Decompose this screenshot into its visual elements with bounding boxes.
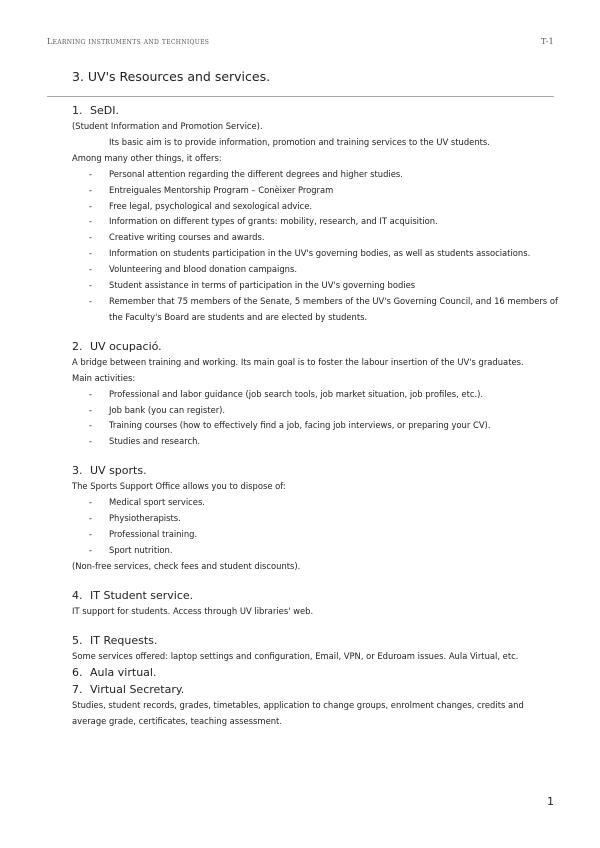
paragraph: IT support for students. Access through UV libraries' web. <box>72 605 314 616</box>
section-heading-it-student-service <box>72 587 560 604</box>
section-heading-virtual-secretary <box>72 681 560 698</box>
section-number: 4. <box>72 588 83 602</box>
list-item: - Information on different types of grants: mobility, research, and IT acquisition. <box>72 214 560 230</box>
section-title: Virtual Secretary. <box>90 683 185 697</box>
list-item: - Physiotherapists. <box>72 511 560 527</box>
list-item: - Professional training. <box>72 527 560 543</box>
section-heading-uv-sports <box>72 462 560 479</box>
page-number: 1 <box>547 795 554 808</box>
paragraph: A bridge between training and working. Its main goal is to foster the labour insertion of the UV's graduates. <box>72 356 524 367</box>
list-item: - Volunteering and blood donation campaigns. <box>72 262 560 278</box>
section-number: 3. <box>72 464 83 478</box>
list-item: - Medical sport services. <box>72 495 560 511</box>
list-item: - Training courses (how to effectively find a job, facing job interviews, or preparing your CV). <box>72 418 560 434</box>
section-number: 7. <box>72 683 83 697</box>
section-title: UV sports. <box>90 464 147 478</box>
list-item: - Professional and labor guidance (job search tools, job market situation, job profiles, etc.). <box>72 387 560 403</box>
paragraph: Its basic aim is to provide information, promotion and training services to the UV students. <box>109 136 490 147</box>
section-heading-aula-virtual <box>72 664 560 681</box>
section-title: SeDI. <box>90 104 119 117</box>
list-item: - Creative writing courses and awards. <box>72 230 560 246</box>
header-topic-code: T-1 <box>541 37 554 46</box>
section-number: 1. <box>72 104 83 117</box>
section-title: IT Student service. <box>90 588 194 602</box>
section-title: UV ocupació. <box>90 339 162 353</box>
bullet-list <box>72 167 560 326</box>
list-item: - Personal attention regarding the different degrees and higher studies. <box>72 167 560 183</box>
paragraph: Studies, student records, grades, timetables, application to change groups, enrolment changes, credits and average grade, certificates, teaching assessment. <box>72 700 524 727</box>
paragraph: Some services offered: laptop settings and configuration, Email, VPN, or Eduroam issues. Aula Virtual, etc. <box>72 650 519 661</box>
list-item: - Job bank (you can register). <box>72 403 560 419</box>
list-item: - Studies and research. <box>72 434 560 450</box>
chapter-title: 3. UV's Resources and services. <box>72 69 271 84</box>
section-number: 2. <box>72 339 83 353</box>
paragraph: The Sports Support Office allows you to dispose of: <box>72 481 286 492</box>
bullet-list <box>72 495 560 559</box>
list-item: - Sport nutrition. <box>72 543 560 559</box>
section-heading-uv-ocupacio <box>72 338 560 355</box>
paragraph: (Non-free services, check fees and student discounts). <box>72 560 301 571</box>
header-course-title: Learning instruments and techniques <box>47 37 210 46</box>
list-item: - Remember that 75 members of the Senate, 5 members of the UV's Governing Council, and 16 members of the Faculty's Board are students and are elected by students. <box>72 294 560 326</box>
section-title: Aula virtual. <box>90 666 157 680</box>
section-title: IT Requests. <box>90 633 158 647</box>
paragraph: Main activities: <box>72 372 136 383</box>
list-item: - Information on students participation in the UV's governing bodies, as well as students associations. <box>72 246 560 262</box>
list-item: - Student assistance in terms of participation in the UV's governing bodies <box>72 278 560 294</box>
page-content <box>72 102 560 730</box>
section-heading-sedi <box>72 102 560 119</box>
section-number: 6. <box>72 666 83 680</box>
running-header <box>47 37 554 51</box>
section-heading-it-requests <box>72 632 560 649</box>
paragraph: (Student Information and Promotion Service). <box>72 121 263 131</box>
bullet-list <box>72 387 560 451</box>
paragraph: Among many other things, it offers: <box>72 152 222 163</box>
title-divider <box>47 96 554 97</box>
list-item: - Free legal, psychological and sexological advice. <box>72 199 560 215</box>
section-number: 5. <box>72 633 83 647</box>
list-item: - Entreiguales Mentorship Program – Conèixer Program <box>72 183 560 199</box>
